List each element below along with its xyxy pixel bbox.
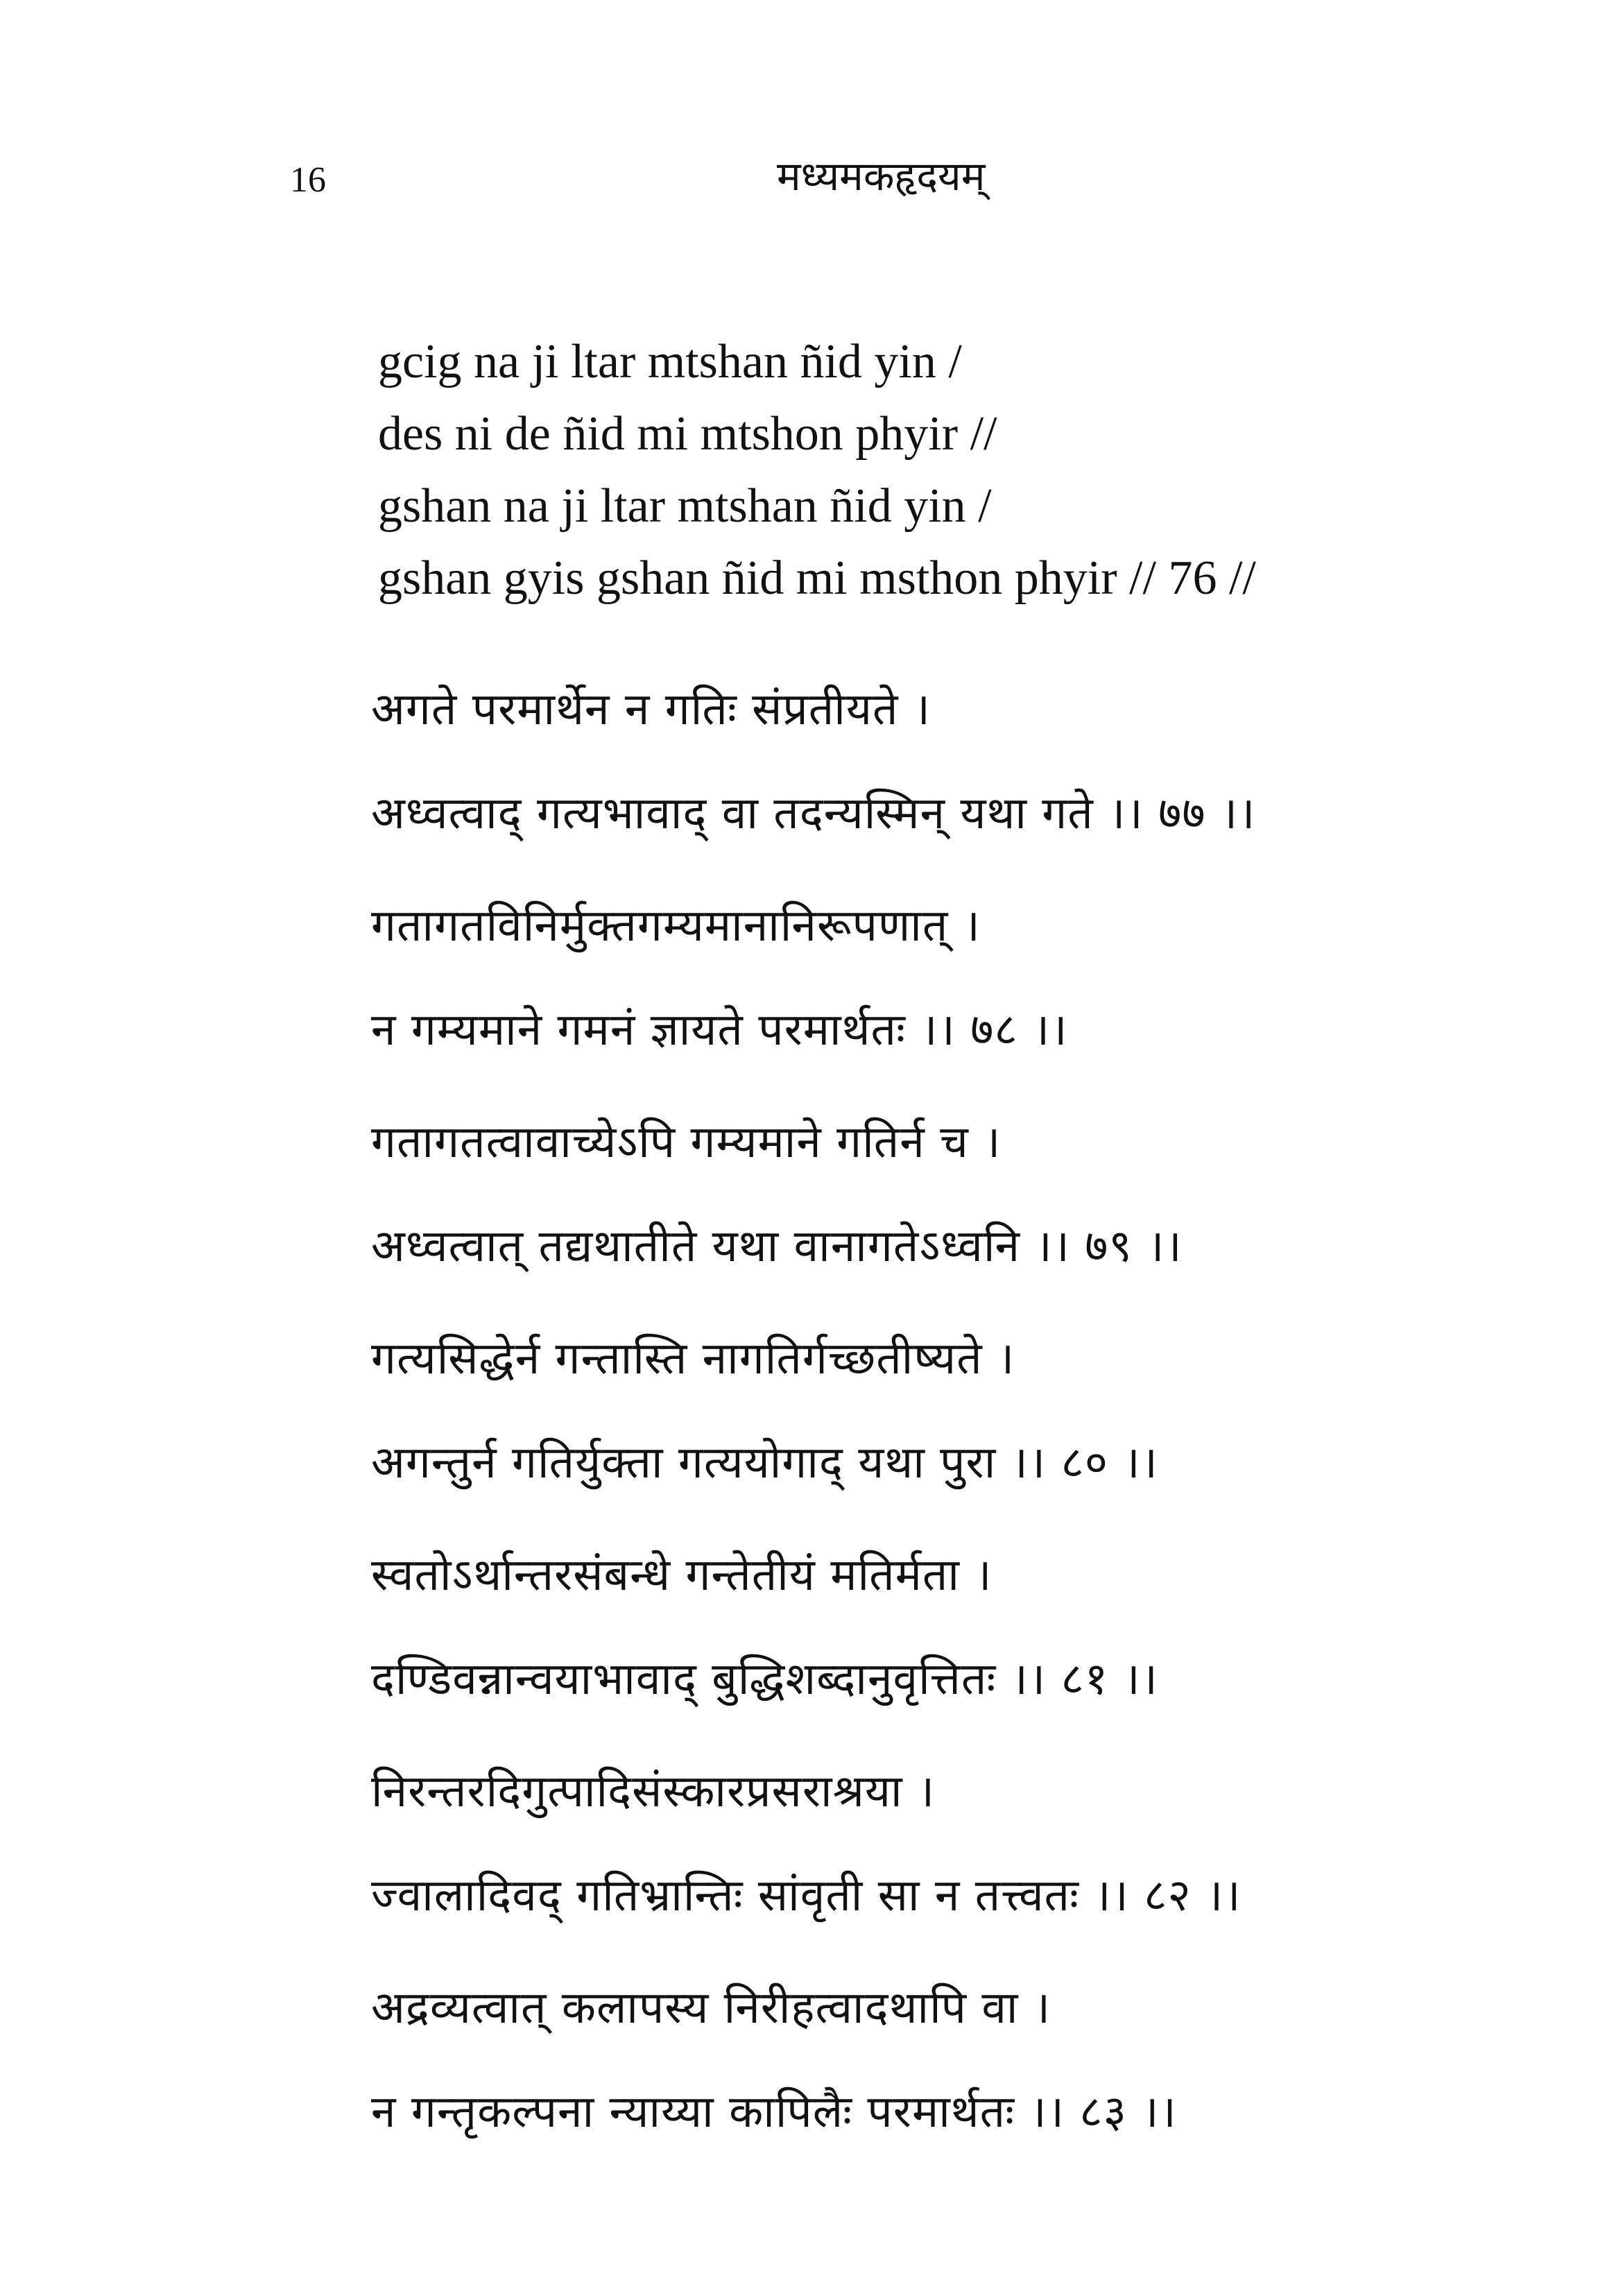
- page-number: 16: [290, 160, 326, 200]
- verse-line: दण्डिवन्नान्वयाभावाद् बुद्धिशब्दानुवृत्तितः ।। ८१ ।।: [371, 1654, 1158, 1705]
- verse-line: गतागतत्वावाच्येऽपि गम्यमाने गतिर्न च ।: [371, 1117, 1002, 1168]
- sanskrit-verses: [371, 678, 1550, 2193]
- tibetan-line: gcig na ji ltar mtshan ñid yin /: [378, 335, 962, 388]
- tibetan-line: gshan na ji ltar mtshan ñid yin /: [378, 479, 992, 533]
- verse-81: [371, 1544, 1550, 1760]
- verse-83: [371, 1977, 1550, 2193]
- verse-80: [371, 1328, 1550, 1544]
- verse-line: स्वतोऽर्थान्तरसंबन्धे गन्तेतीयं मतिर्मता ।: [371, 1550, 993, 1601]
- tibetan-line: des ni de ñid mi mtshon phyir //: [378, 407, 997, 461]
- verse-line: निरन्तरदिगुत्पादिसंस्कारप्रसराश्रया ।: [371, 1766, 936, 1817]
- verse-line: गत्यसिद्धेर्न गन्तास्ति नागतिर्गच्छतीष्यते ।: [371, 1333, 1015, 1385]
- verse-line: न गम्यमाने गमनं ज्ञायते परमार्थतः ।। ७८ ।।: [371, 1004, 1068, 1056]
- verse-82: [371, 1760, 1550, 1977]
- verse-line: न गन्तृकल्पना न्याय्या कापिलैः परमार्थतः ।। ८३ ।।: [371, 2087, 1177, 2138]
- verse-line: अगन्तुर्न गतिर्युक्ता गत्ययोगाद् यथा पुरा ।। ८० ।।: [371, 1437, 1158, 1489]
- verse-line: अद्रव्यत्वात् कलापस्य निरीहत्वादथापि वा ।: [371, 1982, 1051, 2034]
- tibetan-line: gshan gyis gshan ñid mi msthon phyir // 76 //: [378, 551, 1256, 605]
- page-header: [0, 146, 1623, 208]
- running-title: मध्यमकहृदयम्: [777, 153, 986, 200]
- verse-line: ज्वालादिवद् गतिभ्रान्तिः सांवृती सा न तत्त्वतः ।। ८२ ।।: [371, 1870, 1242, 1921]
- verse-78: [371, 895, 1550, 1111]
- verse-line: अध्वत्वात् तद्यथातीते यथा वानागतेऽध्वनि ।। ७९ ।।: [371, 1221, 1183, 1272]
- verse-line: अगते परमार्थेन न गतिः संप्रतीयते ।: [371, 684, 931, 735]
- verse-line: अध्वत्वाद् गत्यभावाद् वा तदन्यस्मिन् यथा गते ।। ७७ ।।: [371, 788, 1256, 839]
- verse-77: [371, 678, 1550, 895]
- verse-79: [371, 1111, 1550, 1328]
- tibetan-verse-block: [378, 326, 1488, 615]
- verse-line: गतागतविनिर्मुक्तगम्यमानानिरूपणात् ।: [371, 900, 981, 952]
